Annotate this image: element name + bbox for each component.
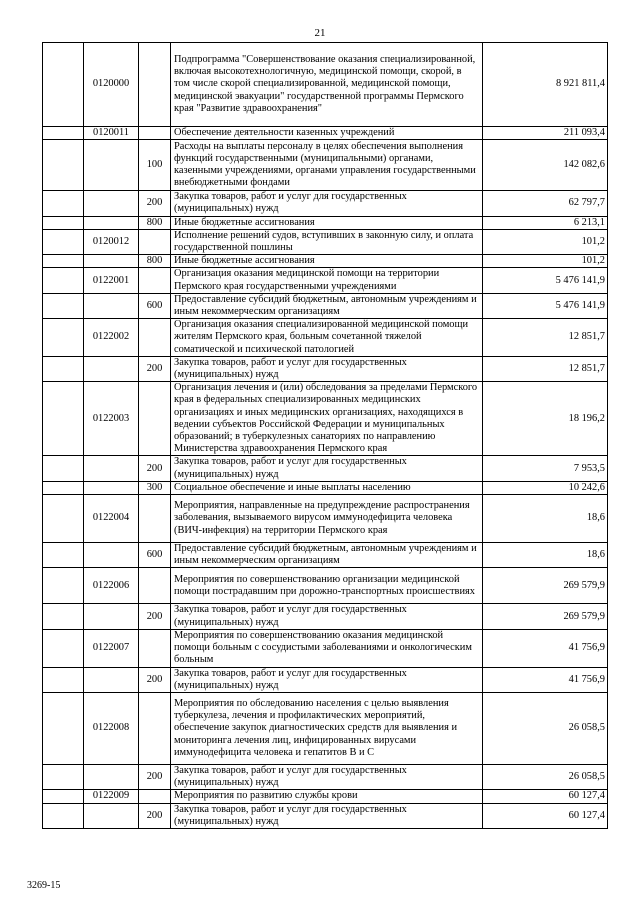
empty-cell bbox=[43, 191, 84, 216]
table-row bbox=[43, 456, 608, 481]
description-cell: Исполнение решений судов, вступивших в законную силу, и оплата государственной пошлины bbox=[171, 229, 483, 254]
target-code-cell bbox=[84, 604, 139, 629]
table-row bbox=[43, 568, 608, 604]
target-code-cell: 0122003 bbox=[84, 382, 139, 456]
amount-cell: 8 921 811,4 bbox=[483, 43, 608, 127]
target-code-cell bbox=[84, 140, 139, 191]
description-cell: Закупка товаров, работ и услуг для государственных (муниципальных) нужд bbox=[171, 667, 483, 692]
target-code-cell bbox=[84, 764, 139, 789]
amount-cell: 18,6 bbox=[483, 495, 608, 543]
target-code-cell: 0122009 bbox=[84, 790, 139, 803]
description-cell: Мероприятия по обследованию населения с целью выявления туберкулеза, лечения и профилактических мероприятий, обеспечение закупок диагностических средств для выявления и мониторинга лечения лиц, инфицированных вирусами иммунодефицита человека и гепатитов В и С bbox=[171, 692, 483, 764]
empty-cell bbox=[43, 764, 84, 789]
description-cell: Предоставление субсидий бюджетным, автономным учреждениям и иным некоммерческим организациям bbox=[171, 293, 483, 318]
target-code-cell bbox=[84, 667, 139, 692]
empty-cell bbox=[43, 127, 84, 140]
expense-type-cell: 600 bbox=[139, 543, 171, 568]
table-row bbox=[43, 803, 608, 828]
description-cell: Организация лечения и (или) обследования за пределами Пермского края в федеральных специализированных медицинских организациях и иных медицинских организациях, находящихся в ведении субъектов Российской Федерации и муниципальных образований; в туберкулезных санаториях по направлению Министерства здравоохранения Пермского края bbox=[171, 382, 483, 456]
expense-type-cell bbox=[139, 229, 171, 254]
empty-cell bbox=[43, 229, 84, 254]
amount-cell: 269 579,9 bbox=[483, 604, 608, 629]
table-row bbox=[43, 356, 608, 381]
expense-type-cell: 200 bbox=[139, 456, 171, 481]
expense-type-cell: 800 bbox=[139, 255, 171, 268]
budget-table bbox=[42, 42, 608, 829]
target-code-cell bbox=[84, 356, 139, 381]
description-cell: Мероприятия, направленные на предупреждение распространения заболевания, вызываемого вирусом иммунодефицита человека (ВИЧ-инфекция) на территории Пермского края bbox=[171, 495, 483, 543]
empty-cell bbox=[43, 456, 84, 481]
table-row bbox=[43, 229, 608, 254]
description-cell: Закупка товаров, работ и услуг для государственных (муниципальных) нужд bbox=[171, 764, 483, 789]
expense-type-cell bbox=[139, 268, 171, 293]
empty-cell bbox=[43, 43, 84, 127]
amount-cell: 60 127,4 bbox=[483, 790, 608, 803]
expense-type-cell: 600 bbox=[139, 293, 171, 318]
target-code-cell: 0122002 bbox=[84, 319, 139, 357]
empty-cell bbox=[43, 667, 84, 692]
amount-cell: 10 242,6 bbox=[483, 481, 608, 494]
description-cell: Мероприятия по совершенствованию оказания медицинской помощи больным с сосудистыми заболеваниями и онкологическим больным bbox=[171, 629, 483, 667]
amount-cell: 5 476 141,9 bbox=[483, 293, 608, 318]
table-row bbox=[43, 255, 608, 268]
table-row bbox=[43, 629, 608, 667]
empty-cell bbox=[43, 268, 84, 293]
empty-cell bbox=[43, 481, 84, 494]
table-row bbox=[43, 790, 608, 803]
description-cell: Социальное обеспечение и иные выплаты населению bbox=[171, 481, 483, 494]
description-cell: Иные бюджетные ассигнования bbox=[171, 255, 483, 268]
empty-cell bbox=[43, 495, 84, 543]
target-code-cell bbox=[84, 803, 139, 828]
table-row bbox=[43, 293, 608, 318]
target-code-cell bbox=[84, 293, 139, 318]
empty-cell bbox=[43, 629, 84, 667]
amount-cell: 41 756,9 bbox=[483, 667, 608, 692]
table-row bbox=[43, 140, 608, 191]
target-code-cell: 0122006 bbox=[84, 568, 139, 604]
amount-cell: 101,2 bbox=[483, 255, 608, 268]
amount-cell: 5 476 141,9 bbox=[483, 268, 608, 293]
amount-cell: 101,2 bbox=[483, 229, 608, 254]
description-cell: Предоставление субсидий бюджетным, автономным учреждениям и иным некоммерческим организациям bbox=[171, 543, 483, 568]
amount-cell: 18 196,2 bbox=[483, 382, 608, 456]
table-row bbox=[43, 191, 608, 216]
expense-type-cell: 200 bbox=[139, 667, 171, 692]
expense-type-cell: 300 bbox=[139, 481, 171, 494]
target-code-cell bbox=[84, 456, 139, 481]
amount-cell: 62 797,7 bbox=[483, 191, 608, 216]
expense-type-cell: 200 bbox=[139, 803, 171, 828]
table-row bbox=[43, 667, 608, 692]
empty-cell bbox=[43, 803, 84, 828]
description-cell: Обеспечение деятельности казенных учреждений bbox=[171, 127, 483, 140]
description-cell: Подпрограмма "Совершенствование оказания специализированной, включая высокотехнологичную, медицинской помощи, скорой, в том числе скорой специализированной, медицинской помощи, медицинской эвакуации" государственной программы Пермского края "Развитие здравоохранения" bbox=[171, 43, 483, 127]
table-row bbox=[43, 216, 608, 229]
amount-cell: 211 093,4 bbox=[483, 127, 608, 140]
expense-type-cell: 200 bbox=[139, 764, 171, 789]
description-cell: Организация оказания медицинской помощи на территории Пермского края государственными учреждениями bbox=[171, 268, 483, 293]
empty-cell bbox=[43, 382, 84, 456]
description-cell: Мероприятия по совершенствованию организации медицинской помощи пострадавшим при дорожно-транспортных происшествиях bbox=[171, 568, 483, 604]
description-cell: Закупка товаров, работ и услуг для государственных (муниципальных) нужд bbox=[171, 803, 483, 828]
expense-type-cell bbox=[139, 43, 171, 127]
description-cell: Закупка товаров, работ и услуг для государственных (муниципальных) нужд bbox=[171, 604, 483, 629]
empty-cell bbox=[43, 604, 84, 629]
amount-cell: 26 058,5 bbox=[483, 764, 608, 789]
table-row bbox=[43, 382, 608, 456]
target-code-cell bbox=[84, 481, 139, 494]
table-row bbox=[43, 495, 608, 543]
empty-cell bbox=[43, 293, 84, 318]
target-code-cell: 0122001 bbox=[84, 268, 139, 293]
target-code-cell bbox=[84, 255, 139, 268]
table-row bbox=[43, 604, 608, 629]
expense-type-cell bbox=[139, 790, 171, 803]
empty-cell bbox=[43, 568, 84, 604]
description-cell: Закупка товаров, работ и услуг для государственных (муниципальных) нужд bbox=[171, 191, 483, 216]
expense-type-cell: 800 bbox=[139, 216, 171, 229]
description-cell: Закупка товаров, работ и услуг для государственных (муниципальных) нужд bbox=[171, 456, 483, 481]
expense-type-cell bbox=[139, 495, 171, 543]
amount-cell: 142 082,6 bbox=[483, 140, 608, 191]
target-code-cell: 0122004 bbox=[84, 495, 139, 543]
expense-type-cell bbox=[139, 319, 171, 357]
expense-type-cell: 100 bbox=[139, 140, 171, 191]
amount-cell: 41 756,9 bbox=[483, 629, 608, 667]
amount-cell: 60 127,4 bbox=[483, 803, 608, 828]
table-row bbox=[43, 127, 608, 140]
table-row bbox=[43, 692, 608, 764]
table-row bbox=[43, 43, 608, 127]
expense-type-cell: 200 bbox=[139, 356, 171, 381]
page-number: 21 bbox=[314, 27, 326, 39]
expense-type-cell: 200 bbox=[139, 191, 171, 216]
expense-type-cell bbox=[139, 629, 171, 667]
target-code-cell: 0120012 bbox=[84, 229, 139, 254]
target-code-cell: 0120000 bbox=[84, 43, 139, 127]
expense-type-cell bbox=[139, 382, 171, 456]
target-code-cell bbox=[84, 543, 139, 568]
empty-cell bbox=[43, 543, 84, 568]
table-row bbox=[43, 481, 608, 494]
target-code-cell: 0122008 bbox=[84, 692, 139, 764]
expense-type-cell: 200 bbox=[139, 604, 171, 629]
expense-type-cell bbox=[139, 568, 171, 604]
description-cell: Мероприятия по развитию службы крови bbox=[171, 790, 483, 803]
amount-cell: 18,6 bbox=[483, 543, 608, 568]
footer-code: 3269-15 bbox=[27, 880, 61, 891]
target-code-cell bbox=[84, 216, 139, 229]
target-code-cell: 0122007 bbox=[84, 629, 139, 667]
empty-cell bbox=[43, 356, 84, 381]
table-row bbox=[43, 543, 608, 568]
table-row bbox=[43, 319, 608, 357]
table-row bbox=[43, 764, 608, 789]
description-cell: Расходы на выплаты персоналу в целях обеспечения выполнения функций государственными (муниципальными) органами, казенными учреждениями, органами управления государственными внебюджетными фондами bbox=[171, 140, 483, 191]
description-cell: Организация оказания специализированной медицинской помощи жителям Пермского края, больным сочетанной тяжелой соматической и психической патологией bbox=[171, 319, 483, 357]
target-code-cell: 0120011 bbox=[84, 127, 139, 140]
empty-cell bbox=[43, 790, 84, 803]
empty-cell bbox=[43, 692, 84, 764]
empty-cell bbox=[43, 216, 84, 229]
target-code-cell bbox=[84, 191, 139, 216]
amount-cell: 12 851,7 bbox=[483, 356, 608, 381]
amount-cell: 269 579,9 bbox=[483, 568, 608, 604]
table-row bbox=[43, 268, 608, 293]
empty-cell bbox=[43, 255, 84, 268]
expense-type-cell bbox=[139, 692, 171, 764]
amount-cell: 26 058,5 bbox=[483, 692, 608, 764]
empty-cell bbox=[43, 319, 84, 357]
expense-type-cell bbox=[139, 127, 171, 140]
amount-cell: 7 953,5 bbox=[483, 456, 608, 481]
description-cell: Закупка товаров, работ и услуг для государственных (муниципальных) нужд bbox=[171, 356, 483, 381]
description-cell: Иные бюджетные ассигнования bbox=[171, 216, 483, 229]
empty-cell bbox=[43, 140, 84, 191]
amount-cell: 6 213,1 bbox=[483, 216, 608, 229]
amount-cell: 12 851,7 bbox=[483, 319, 608, 357]
